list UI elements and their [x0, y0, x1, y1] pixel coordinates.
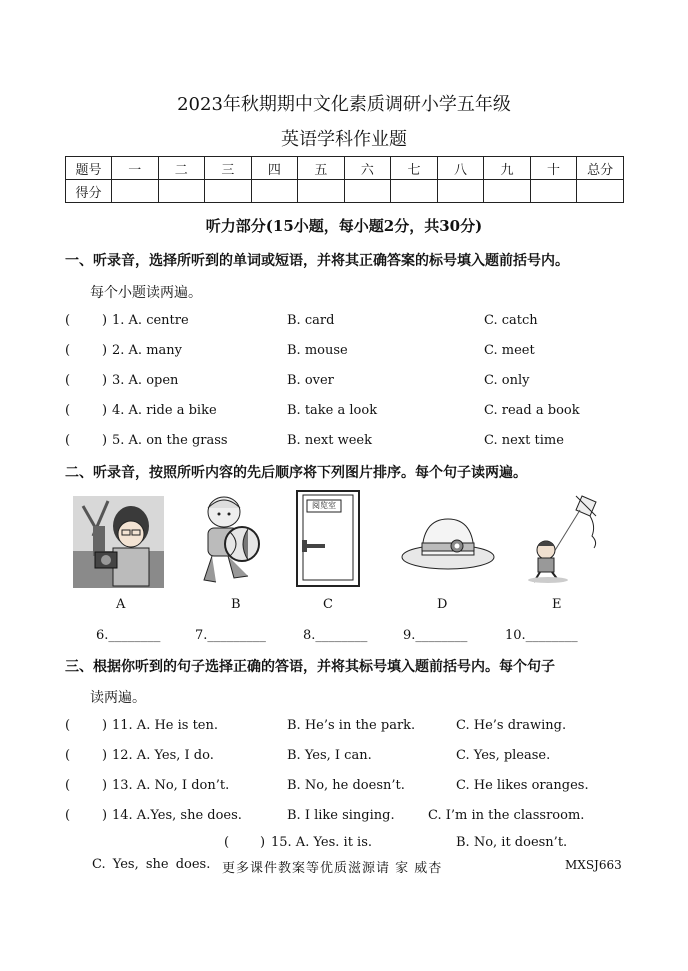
answer-paren-close: )	[102, 778, 108, 793]
cell-header: 一	[112, 157, 159, 180]
q14-option-a: 14. A.Yes, she does.	[112, 808, 242, 823]
girl-kite-image	[524, 492, 614, 584]
answer-paren-open[interactable]: (	[65, 718, 71, 733]
part2-instruction: 二、听录音，按照所听内容的先后顺序将下列图片排序。每个句子读两遍。	[65, 465, 527, 481]
answer-paren-close: )	[102, 313, 108, 328]
q11-option-c: C. He’s drawing.	[456, 718, 567, 733]
answer-paren-open[interactable]: (	[65, 433, 71, 448]
blank-7[interactable]: 7._________	[195, 628, 266, 643]
blank-8[interactable]: 8.________	[303, 628, 368, 643]
title-line-2: 英语学科作业题	[281, 129, 407, 150]
q12-option-a: 12. A. Yes, I do.	[112, 748, 214, 763]
q1-option-a: 1. A. centre	[112, 313, 189, 328]
q14-option-b: B. I like singing.	[287, 808, 395, 823]
score-cell[interactable]	[484, 180, 531, 203]
cell-header: 四	[251, 157, 298, 180]
q3-option-c: C. only	[484, 373, 530, 388]
cell-header: 九	[484, 157, 531, 180]
q11-option-a: 11. A. He is ten.	[112, 718, 219, 733]
q15-option-a: 15. A. Yes. it is.	[271, 835, 373, 850]
girl-camera-image	[73, 496, 164, 588]
part1-instruction: 一、听录音，选择所听到的单词或短语，并将其正确答案的标号填入题前括号内。	[65, 253, 569, 269]
answer-paren-close: )	[102, 748, 108, 763]
blank-9[interactable]: 9.________	[403, 628, 468, 643]
score-cell[interactable]	[437, 180, 484, 203]
score-cell[interactable]	[298, 180, 345, 203]
q15-option-b: B. No, it doesn’t.	[456, 835, 568, 850]
reading-room-door-image	[296, 490, 360, 587]
cell-header: 六	[344, 157, 391, 180]
score-cell[interactable]	[530, 180, 577, 203]
answer-paren-close: )	[102, 808, 108, 823]
q12-option-c: C. Yes, please.	[456, 748, 551, 763]
cell-header: 八	[437, 157, 484, 180]
q15-option-c: C. Yes, she does.	[92, 857, 211, 872]
q4-option-c: C. read a book	[484, 403, 580, 418]
cell-score-label: 得分	[66, 180, 112, 203]
q2-option-b: B. mouse	[287, 343, 348, 358]
part3-instruction-cont: 读两遍。	[90, 690, 146, 706]
score-cell[interactable]	[112, 180, 159, 203]
score-cell[interactable]	[391, 180, 438, 203]
answer-paren-close: )	[260, 835, 266, 850]
boy-ball-image	[190, 494, 268, 586]
part1-instruction-cont: 每个小题读两遍。	[90, 285, 202, 301]
picture-label-e: E	[552, 597, 562, 612]
door-sign: 阅览室	[312, 501, 336, 510]
answer-paren-open[interactable]: (	[224, 835, 230, 850]
q5-option-c: C. next time	[484, 433, 564, 448]
cell-header: 二	[158, 157, 205, 180]
q1-option-b: B. card	[287, 313, 335, 328]
q13-option-b: B. No, he doesn’t.	[287, 778, 405, 793]
blank-6[interactable]: 6.________	[96, 628, 161, 643]
answer-paren-open[interactable]: (	[65, 343, 71, 358]
q14-option-c: C. I’m in the classroom.	[428, 808, 585, 823]
footer-code: MXSJ663	[565, 858, 622, 872]
q1-option-c: C. catch	[484, 313, 538, 328]
answer-paren-close: )	[102, 433, 108, 448]
picture-label-b: B	[231, 597, 241, 612]
answer-paren-close: )	[102, 373, 108, 388]
score-table-header-row	[66, 157, 624, 180]
answer-paren-open[interactable]: (	[65, 808, 71, 823]
cell-header: 题号	[66, 157, 112, 180]
q13-option-a: 13. A. No, I don’t.	[112, 778, 230, 793]
answer-paren-open[interactable]: (	[65, 373, 71, 388]
cell-header: 七	[391, 157, 438, 180]
answer-paren-open[interactable]: (	[65, 313, 71, 328]
cell-header: 三	[205, 157, 252, 180]
cell-header: 五	[298, 157, 345, 180]
title-line-1: 2023年秋期期中文化素质调研小学五年级	[177, 94, 511, 115]
score-cell[interactable]	[158, 180, 205, 203]
score-cell[interactable]	[577, 180, 624, 203]
q13-option-c: C. He likes oranges.	[456, 778, 589, 793]
footer-ad-text: 更多课件教案等优质滋源请 家 威杏	[222, 861, 443, 876]
score-cell[interactable]	[205, 180, 252, 203]
q5-option-b: B. next week	[287, 433, 372, 448]
part3-instruction: 三、根据你听到的句子选择正确的答语，并将其标号填入题前括号内。每个句子	[65, 659, 555, 675]
answer-paren-open[interactable]: (	[65, 403, 71, 418]
q5-option-a: 5. A. on the grass	[112, 433, 228, 448]
blank-10[interactable]: 10.________	[505, 628, 578, 643]
q4-option-a: 4. A. ride a bike	[112, 403, 217, 418]
score-cell[interactable]	[344, 180, 391, 203]
answer-paren-open[interactable]: (	[65, 748, 71, 763]
q11-option-b: B. He’s in the park.	[287, 718, 416, 733]
cell-header: 总分	[577, 157, 624, 180]
cell-header: 十	[530, 157, 577, 180]
answer-paren-close: )	[102, 403, 108, 418]
q2-option-a: 2. A. many	[112, 343, 182, 358]
q3-option-b: B. over	[287, 373, 334, 388]
q2-option-c: C. meet	[484, 343, 535, 358]
picture-label-d: D	[437, 597, 448, 612]
picture-label-c: C	[323, 597, 333, 612]
answer-paren-open[interactable]: (	[65, 778, 71, 793]
picture-label-a: A	[116, 597, 126, 612]
q12-option-b: B. Yes, I can.	[287, 748, 372, 763]
q4-option-b: B. take a look	[287, 403, 378, 418]
score-table	[65, 156, 624, 203]
listening-section-header: 听力部分(15小题，每小题2分，共30分)	[205, 217, 483, 235]
answer-paren-close: )	[102, 343, 108, 358]
answer-paren-close: )	[102, 718, 108, 733]
score-cell[interactable]	[251, 180, 298, 203]
q3-option-a: 3. A. open	[112, 373, 179, 388]
score-table-score-row	[66, 180, 624, 203]
hat-image	[400, 513, 497, 573]
